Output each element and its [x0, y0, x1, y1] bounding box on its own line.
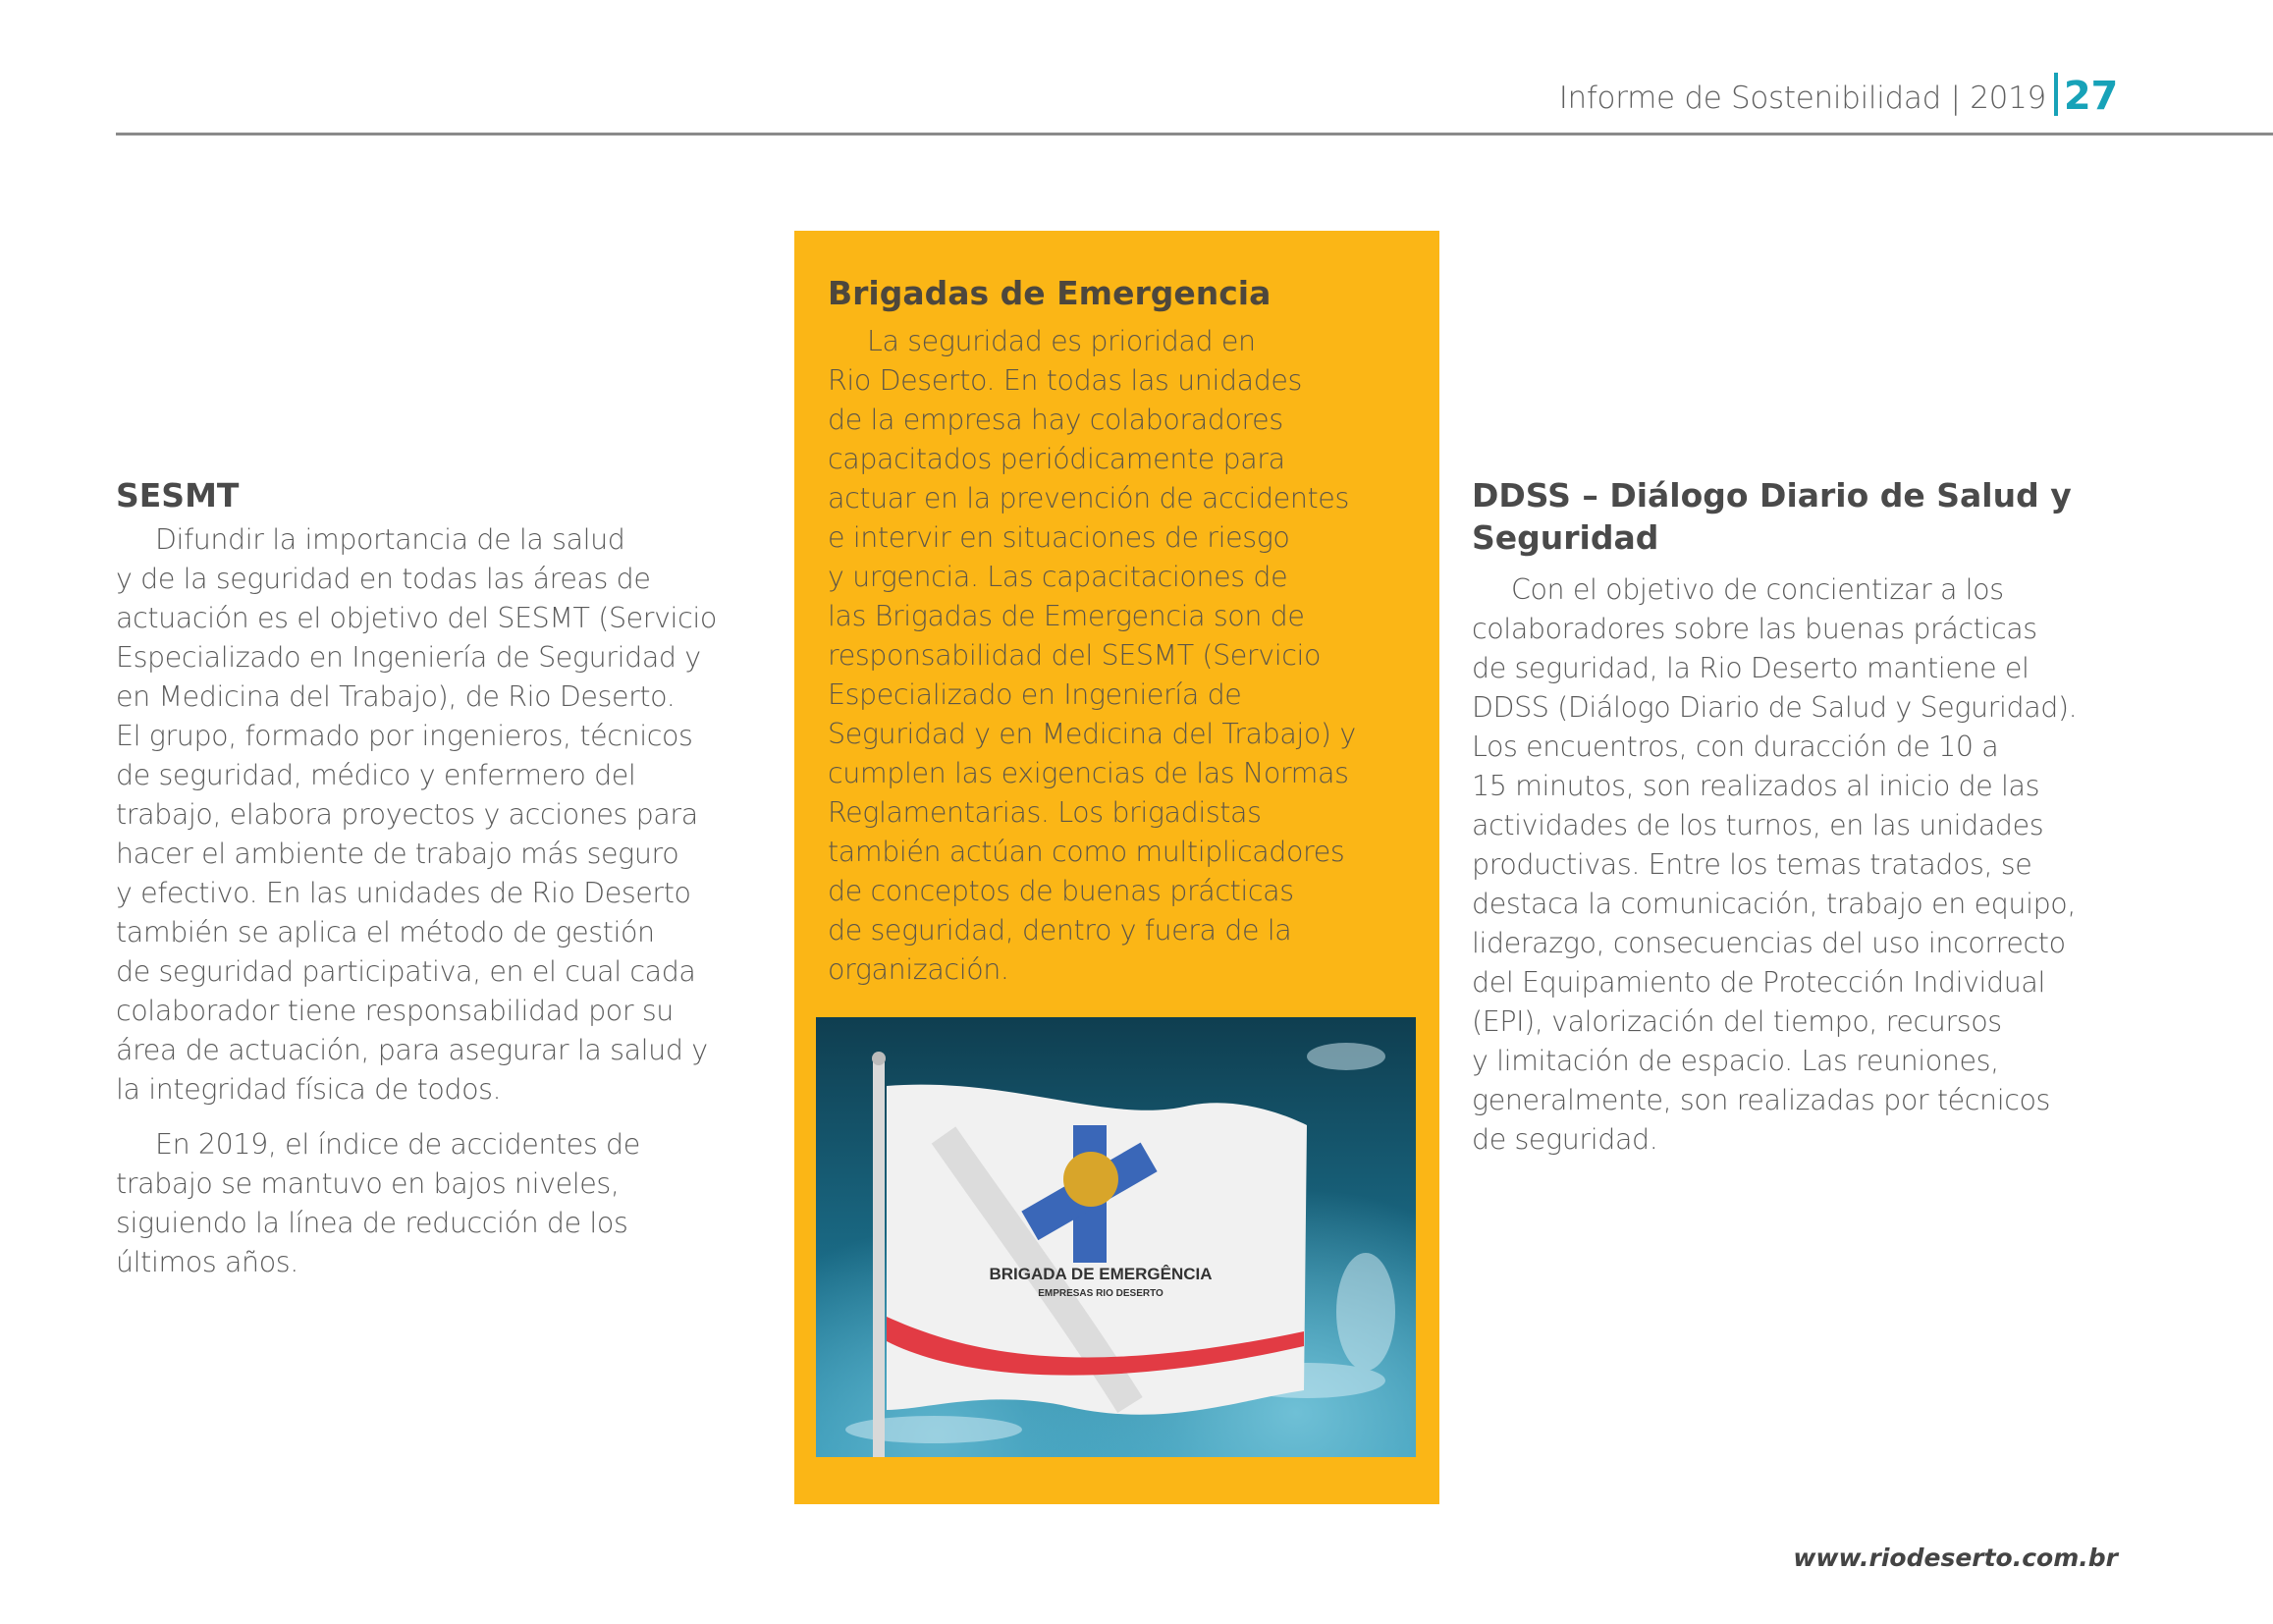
sesmt-heading: SESMT — [116, 476, 240, 514]
brigade-flag-photo — [816, 1017, 1416, 1457]
text-line: también se aplica el método de gestión — [116, 916, 655, 948]
text-line: destaca la comunicación, trabajo en equipo, — [1472, 888, 2076, 920]
text-line: trabajo, elabora proyectos y acciones para — [116, 798, 698, 831]
ddss-heading: DDSS – Diálogo Diario de Salud y Seguridad — [1472, 476, 2072, 557]
text-line: hacer el ambiente de trabajo más seguro — [116, 838, 679, 870]
report-title: Informe de Sostenibilidad | 2019 — [1558, 81, 2046, 116]
website-url: www.riodeserto.com.br — [1793, 1543, 2118, 1572]
text-line: En 2019, el índice de accidentes de — [155, 1128, 640, 1161]
text-line: de la empresa hay colaboradores — [828, 404, 1283, 436]
text-line: colaboradores sobre las buenas prácticas — [1472, 613, 2037, 645]
text-line: de seguridad. — [1472, 1123, 1658, 1156]
text-line: La seguridad es prioridad en — [867, 325, 1256, 357]
text-line: Rio Deserto. En todas las unidades — [828, 364, 1302, 397]
brigadas-heading: Brigadas de Emergencia — [828, 274, 1272, 312]
flag-title-text: BRIGADA DE EMERGÊNCIA — [989, 1265, 1213, 1283]
text-line: trabajo se mantuvo en bajos niveles, — [116, 1167, 620, 1200]
text-line: responsabilidad del SESMT (Servicio — [828, 639, 1322, 672]
flag-subtitle-text: EMPRESAS RIO DESERTO — [1038, 1288, 1164, 1299]
text-line: de seguridad, dentro y fuera de la — [828, 914, 1292, 947]
text-line: área de actuación, para asegurar la salud y — [116, 1034, 708, 1066]
text-line: 15 minutos, son realizados al inicio de las — [1472, 770, 2040, 802]
text-line: e intervir en situaciones de riesgo — [828, 521, 1290, 554]
text-line: generalmente, son realizadas por técnicos — [1472, 1084, 2050, 1116]
text-line: de seguridad, médico y enfermero del — [116, 759, 636, 791]
text-line: y urgencia. Las capacitaciones de — [828, 561, 1288, 593]
text-line: también actúan como multiplicadores — [828, 836, 1345, 868]
brigadas-section — [828, 272, 1417, 1005]
page-header — [1558, 73, 2118, 119]
text-line: actividades de los turnos, en las unidades — [1472, 809, 2044, 841]
text-line: y de la seguridad en todas las áreas de — [116, 563, 651, 595]
sesmt-paragraph — [116, 520, 764, 1110]
ddss-section — [1472, 474, 2130, 1175]
text-line: organización. — [828, 953, 1009, 986]
text-line: Reglamentarias. Los brigadistas — [828, 796, 1262, 829]
page-number: 27 — [2063, 74, 2118, 119]
helmet — [1063, 1152, 1118, 1207]
text-line: siguiendo la línea de reducción de los — [116, 1207, 628, 1239]
text-line: Los encuentros, con duracción de 10 a — [1472, 731, 1999, 763]
text-line: en Medicina del Trabajo), de Rio Deserto. — [116, 680, 676, 713]
text-line: cumplen las exigencias de las Normas — [828, 757, 1349, 789]
text-line: productivas. Entre los temas tratados, se — [1472, 848, 2032, 881]
text-line: de conceptos de buenas prácticas — [828, 875, 1294, 907]
text-line: Especializado en Ingeniería de — [828, 678, 1242, 711]
text-line: liderazgo, consecuencias del uso incorrecto — [1472, 927, 2066, 959]
text-line: las Brigadas de Emergencia son de — [828, 600, 1305, 632]
text-line: la integridad física de todos. — [116, 1073, 502, 1106]
text-line: últimos años. — [116, 1246, 298, 1278]
text-line: Especializado en Ingeniería de Seguridad y — [116, 641, 701, 674]
text-line: de seguridad, la Rio Deserto mantiene el — [1472, 652, 2029, 684]
text-line: DDSS (Diálogo Diario de Salud y Seguridad). — [1472, 691, 2078, 724]
text-line: Seguridad y en Medicina del Trabajo) y — [828, 718, 1356, 750]
text-line: colaborador tiene responsabilidad por su — [116, 995, 674, 1027]
text-line: Con el objetivo de concientizar a los — [1511, 573, 2004, 606]
text-line: (EPI), valorización del tiempo, recursos — [1472, 1005, 2002, 1038]
text-line: Difundir la importancia de la salud — [155, 523, 625, 556]
flag-illustration — [816, 1017, 1416, 1457]
sesmt-paragraph — [116, 1125, 764, 1282]
text-line: El grupo, formado por ingenieros, técnicos — [116, 720, 693, 752]
text-line: de seguridad participativa, en el cual cada — [116, 955, 696, 988]
header-divider — [2054, 73, 2058, 116]
text-line: capacitados periódicamente para — [828, 443, 1285, 475]
brigadas-paragraph — [828, 322, 1417, 990]
text-line: y efectivo. En las unidades de Rio Deserto — [116, 877, 691, 909]
header-rule — [116, 133, 2273, 135]
flag-pole — [873, 1058, 885, 1457]
sesmt-section — [116, 474, 764, 1298]
text-line: y limitación de espacio. Las reuniones, — [1472, 1045, 1999, 1077]
ddss-paragraph — [1472, 570, 2130, 1160]
text-line: actuar en la prevención de accidentes — [828, 482, 1349, 514]
text-line: del Equipamiento de Protección Individual — [1472, 966, 2046, 999]
text-line: actuación es el objetivo del SESMT (Servicio — [116, 602, 717, 634]
